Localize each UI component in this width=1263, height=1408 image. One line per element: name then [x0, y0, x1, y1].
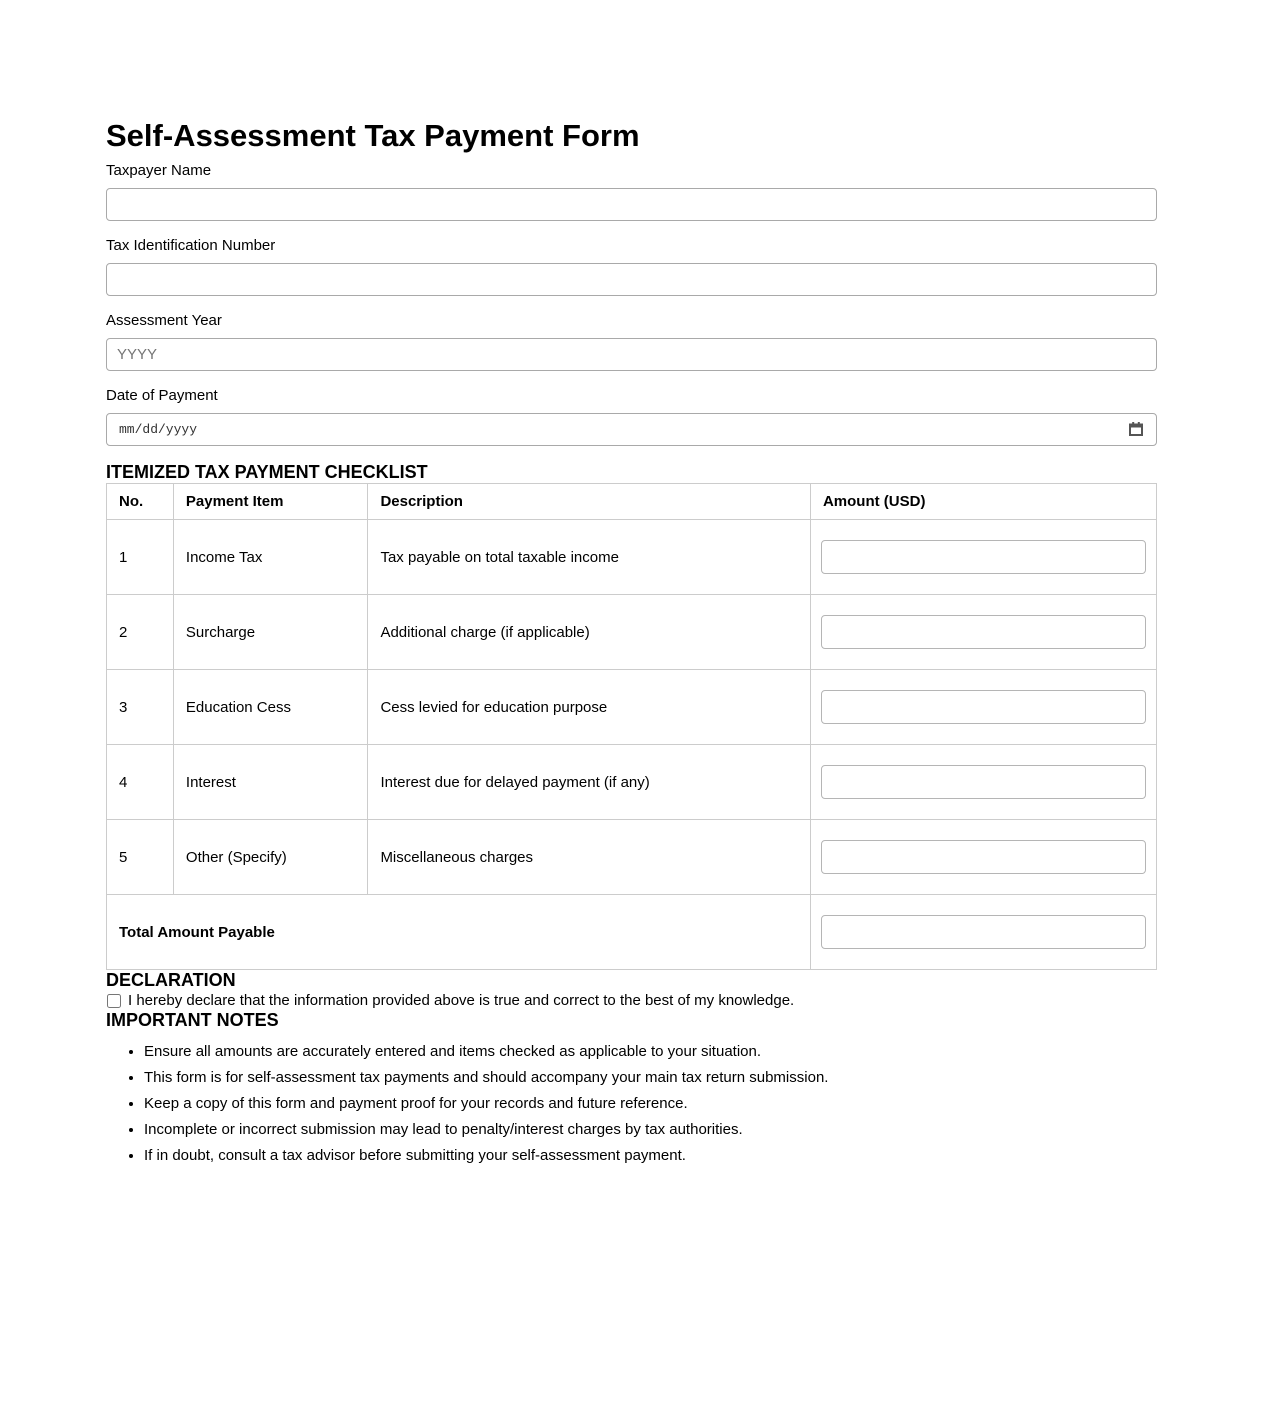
notes-list — [106, 1042, 1157, 1165]
table-row — [107, 820, 1157, 895]
row-number: 5 — [107, 820, 174, 895]
total-label: Total Amount Payable — [107, 895, 811, 970]
declaration-heading: DECLARATION — [106, 970, 236, 990]
total-amount-input[interactable] — [821, 915, 1146, 949]
row-number: 3 — [107, 670, 174, 745]
table-row — [107, 595, 1157, 670]
table-row — [107, 745, 1157, 820]
payment-description: Additional charge (if applicable) — [368, 595, 811, 670]
tax-id-input[interactable] — [106, 263, 1157, 296]
date-of-payment-input[interactable] — [106, 413, 1157, 446]
amount-input-income-tax[interactable] — [821, 540, 1146, 574]
payment-item: Interest — [173, 745, 368, 820]
checklist-heading: ITEMIZED TAX PAYMENT CHECKLIST — [106, 462, 428, 482]
checklist-table — [106, 483, 1157, 970]
amount-input-interest[interactable] — [821, 765, 1146, 799]
row-number: 2 — [107, 595, 174, 670]
date-input-wrapper — [106, 413, 1157, 446]
column-header-description: Description — [368, 484, 811, 520]
note-item: • Ensure all amounts are accurately entered and items checked as applicable to your situation. — [144, 1042, 1157, 1061]
taxpayer-name-field — [106, 162, 1157, 221]
declaration-text: I hereby declare that the information provided above is true and correct to the best of my knowledge. — [128, 992, 795, 1009]
payment-description: Miscellaneous charges — [368, 820, 811, 895]
tax-id-field — [106, 237, 1157, 296]
notes-heading: IMPORTANT NOTES — [106, 1010, 279, 1030]
table-row — [107, 520, 1157, 595]
note-item: • Incomplete or incorrect submission may lead to penalty/interest charges by tax authorities. — [144, 1120, 1157, 1139]
payment-item: Education Cess — [173, 670, 368, 745]
declaration-row — [106, 991, 1157, 1010]
note-item: • Keep a copy of this form and payment proof for your records and future reference. — [144, 1094, 1157, 1113]
calendar-icon[interactable] — [1128, 421, 1144, 437]
date-of-payment-field — [106, 387, 1157, 446]
payment-item: Surcharge — [173, 595, 368, 670]
payment-description: Interest due for delayed payment (if any) — [368, 745, 811, 820]
tax-id-label: Tax Identification Number — [106, 237, 276, 254]
page-title: Self-Assessment Tax Payment Form — [106, 118, 640, 153]
amount-input-other[interactable] — [821, 840, 1146, 874]
payment-item: Other (Specify) — [173, 820, 368, 895]
payment-description: Cess levied for education purpose — [368, 670, 811, 745]
assessment-year-input[interactable] — [106, 338, 1157, 371]
taxpayer-name-input[interactable] — [106, 188, 1157, 221]
form-container — [106, 0, 1157, 1165]
payment-item: Income Tax — [173, 520, 368, 595]
column-header-item: Payment Item — [173, 484, 368, 520]
taxpayer-name-label: Taxpayer Name — [106, 162, 212, 179]
assessment-year-field — [106, 312, 1157, 371]
date-of-payment-label: Date of Payment — [106, 387, 218, 404]
amount-input-surcharge[interactable] — [821, 615, 1146, 649]
payment-description: Tax payable on total taxable income — [368, 520, 811, 595]
table-row — [107, 670, 1157, 745]
note-item: • This form is for self-assessment tax payments and should accompany your main tax return submission. — [144, 1068, 1157, 1087]
column-header-no: No. — [107, 484, 174, 520]
table-header-row — [107, 484, 1157, 520]
assessment-year-label: Assessment Year — [106, 312, 222, 329]
declaration-checkbox[interactable] — [107, 994, 121, 1008]
note-item: • If in doubt, consult a tax advisor before submitting your self-assessment payment. — [144, 1146, 1157, 1165]
row-number: 1 — [107, 520, 174, 595]
amount-input-education-cess[interactable] — [821, 690, 1146, 724]
column-header-amount: Amount (USD) — [810, 484, 1156, 520]
total-row — [107, 895, 1157, 970]
row-number: 4 — [107, 745, 174, 820]
